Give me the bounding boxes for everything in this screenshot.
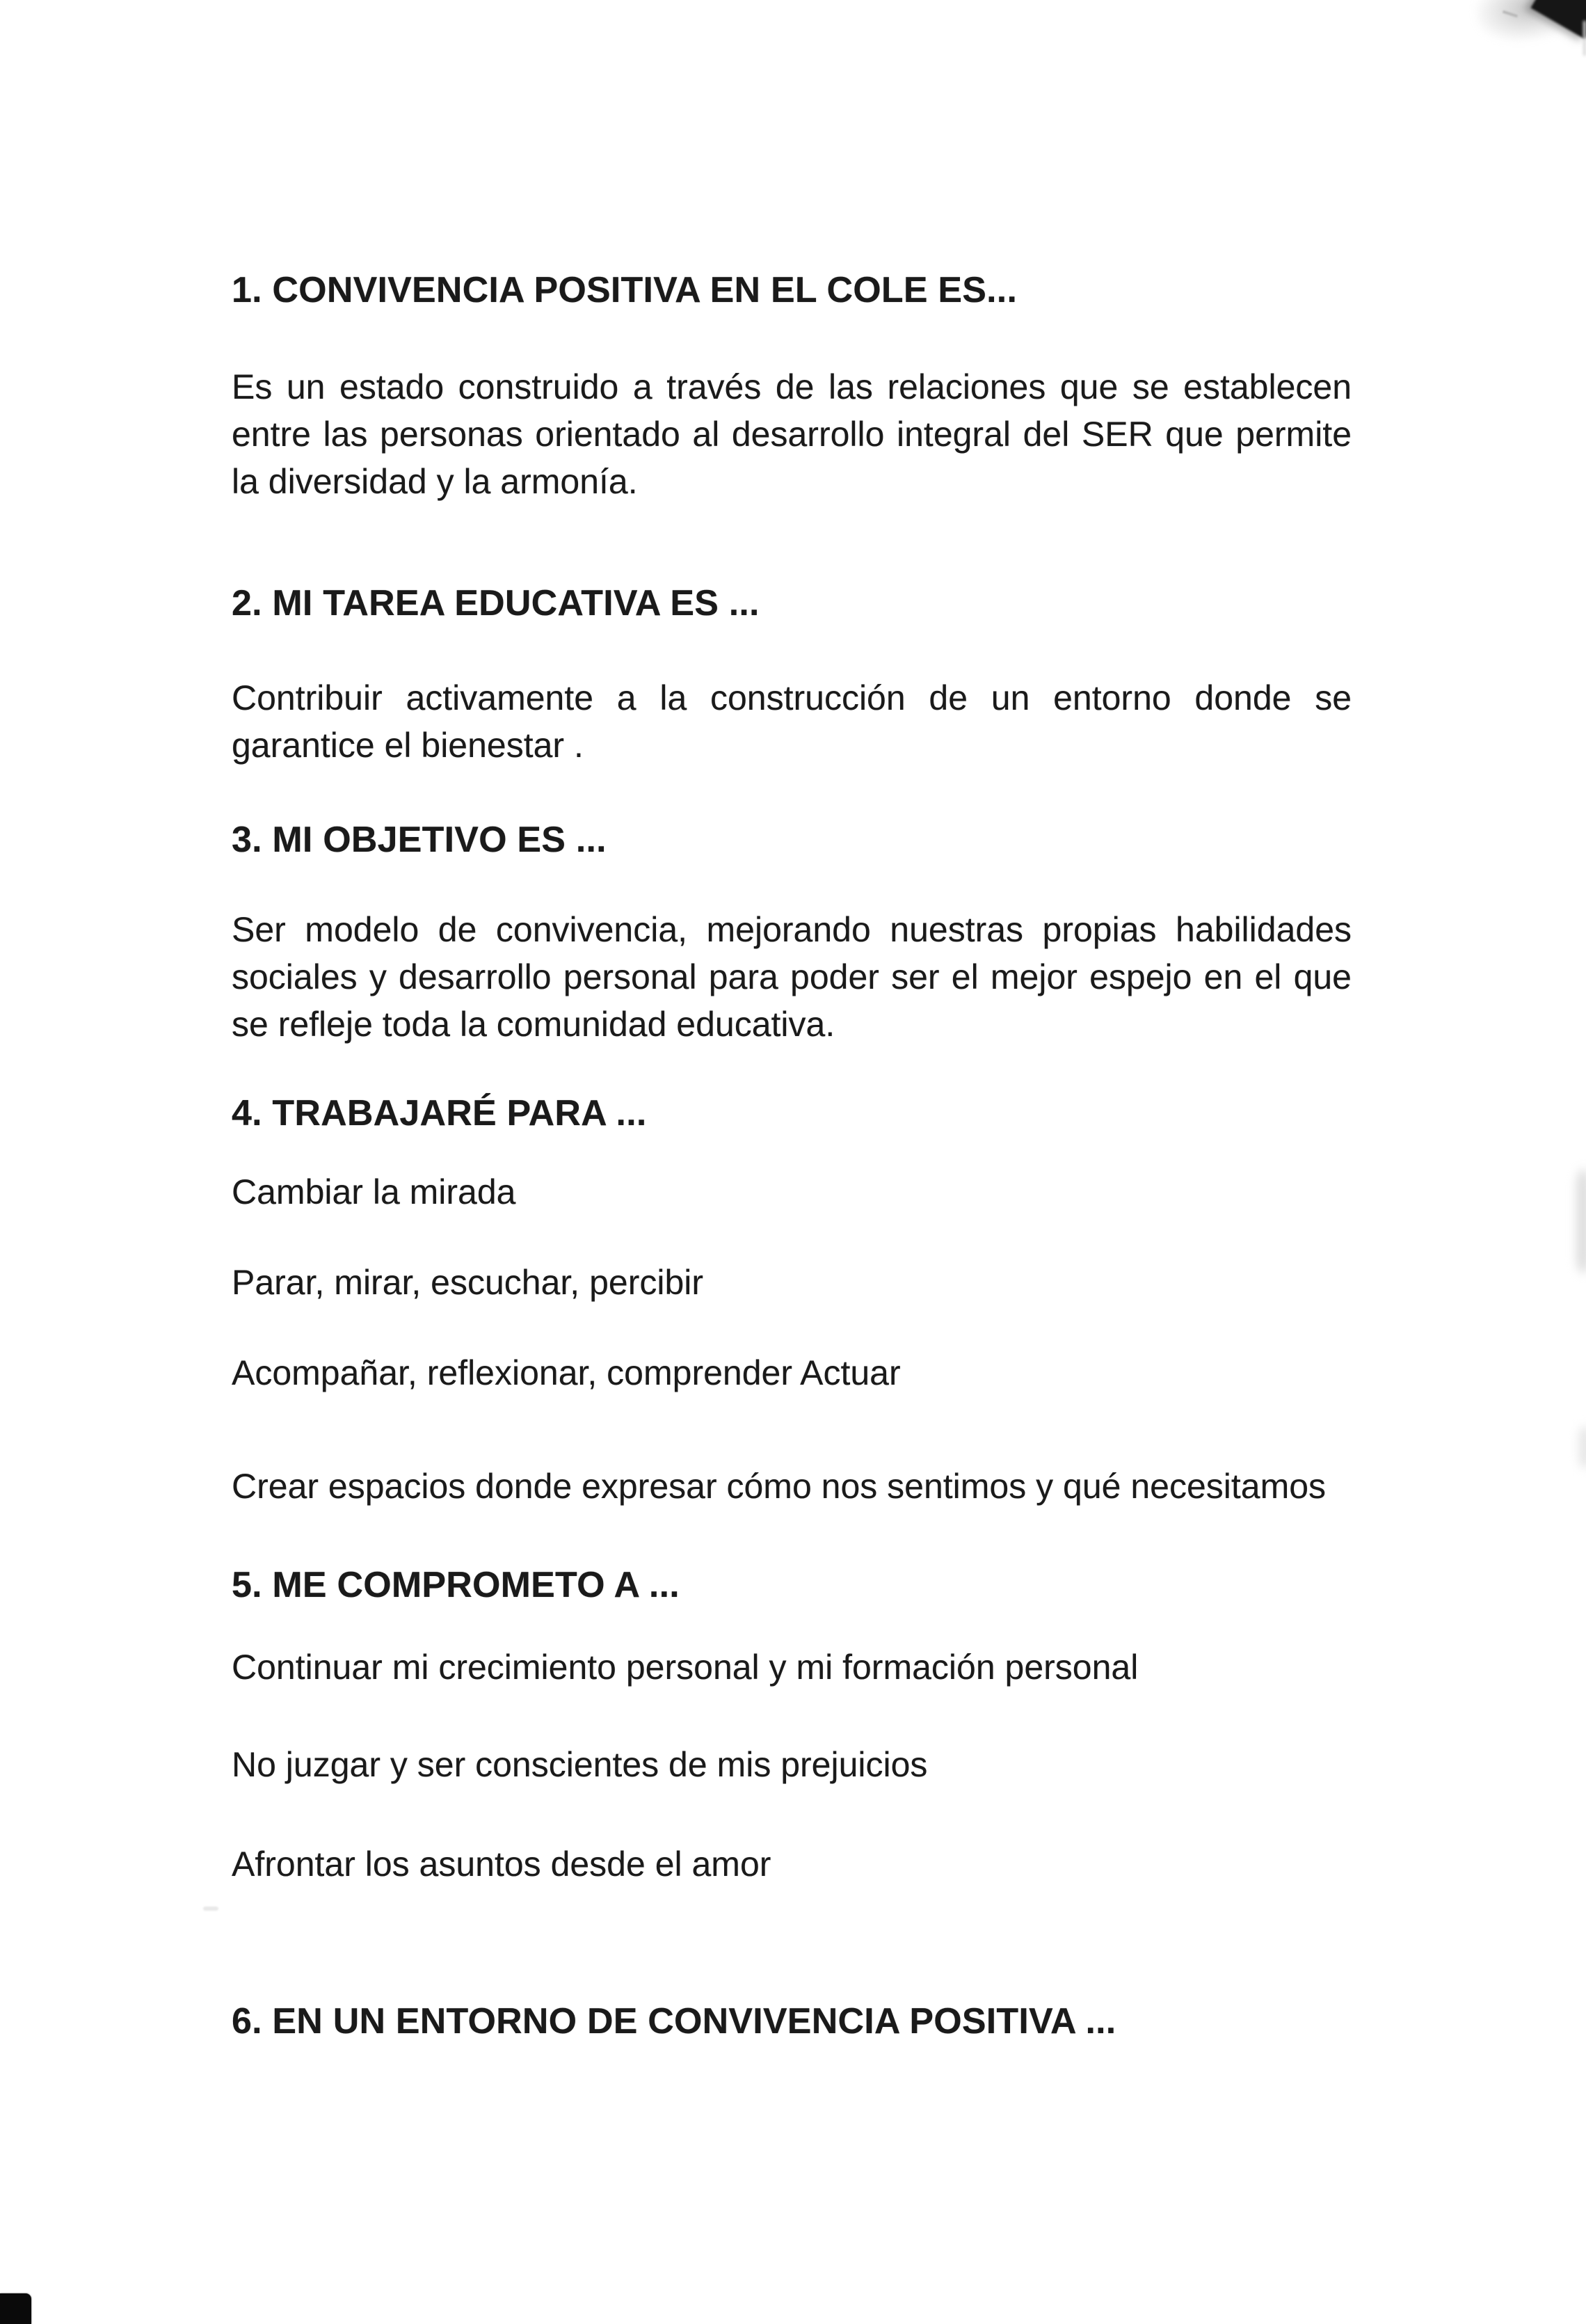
document-body [232, 268, 1352, 2044]
scan-speck-left-margin [203, 1907, 218, 1911]
section-5-heading: 5. ME COMPROMETO A ... [232, 1565, 680, 1605]
scan-ink-block-bottom-left [0, 2293, 31, 2324]
section-5-item-1: Continuar mi crecimiento personal y mi formación personal [232, 1648, 1139, 1687]
section-2-paragraph: Contribuir activamente a la construcción de un entorno donde se garantice el bienestar . [232, 678, 1352, 765]
section-4-item-4: Crear espacios donde expresar cómo nos sentimos y qué necesitamos [232, 1467, 1327, 1506]
section-4-heading: 4. TRABAJARÉ PARA ... [232, 1093, 647, 1133]
section-1-heading: 1. CONVIVENCIA POSITIVA EN EL COLE ES... [232, 270, 1018, 310]
section-5-item-3: Afrontar los asuntos desde el amor [232, 1845, 771, 1884]
scan-edge-smudge-right-upper [1576, 1169, 1586, 1273]
section-2-heading: 2. MI TAREA EDUCATIVA ES ... [232, 583, 760, 623]
scan-edge-smudge-right-lower [1579, 1426, 1586, 1468]
section-3-paragraph: Ser modelo de convivencia, mejorando nuestras propias habilidades sociales y desarrollo personal para poder ser el mejor espejo en el que se refleje toda la comunidad educativa. [232, 910, 1352, 1044]
section-6-heading: 6. EN UN ENTORNO DE CONVIVENCIA POSITIVA ... [232, 2001, 1116, 2042]
section-4-item-1: Cambiar la mirada [232, 1172, 516, 1211]
section-4-item-3: Acompañar, reflexionar, comprender Actuar [232, 1353, 901, 1392]
section-5-item-2: No juzgar y ser conscientes de mis prejuicios [232, 1745, 928, 1784]
scan-edge-line-right [1583, 21, 1586, 56]
section-4-item-2: Parar, mirar, escuchar, percibir [232, 1263, 704, 1302]
section-1-paragraph: Es un estado construido a través de las relaciones que se establecen entre las personas orientado al desarrollo integral del SER que permite la diversidad y la armonía. [232, 367, 1352, 501]
section-3-heading: 3. MI OBJETIVO ES ... [232, 820, 607, 860]
